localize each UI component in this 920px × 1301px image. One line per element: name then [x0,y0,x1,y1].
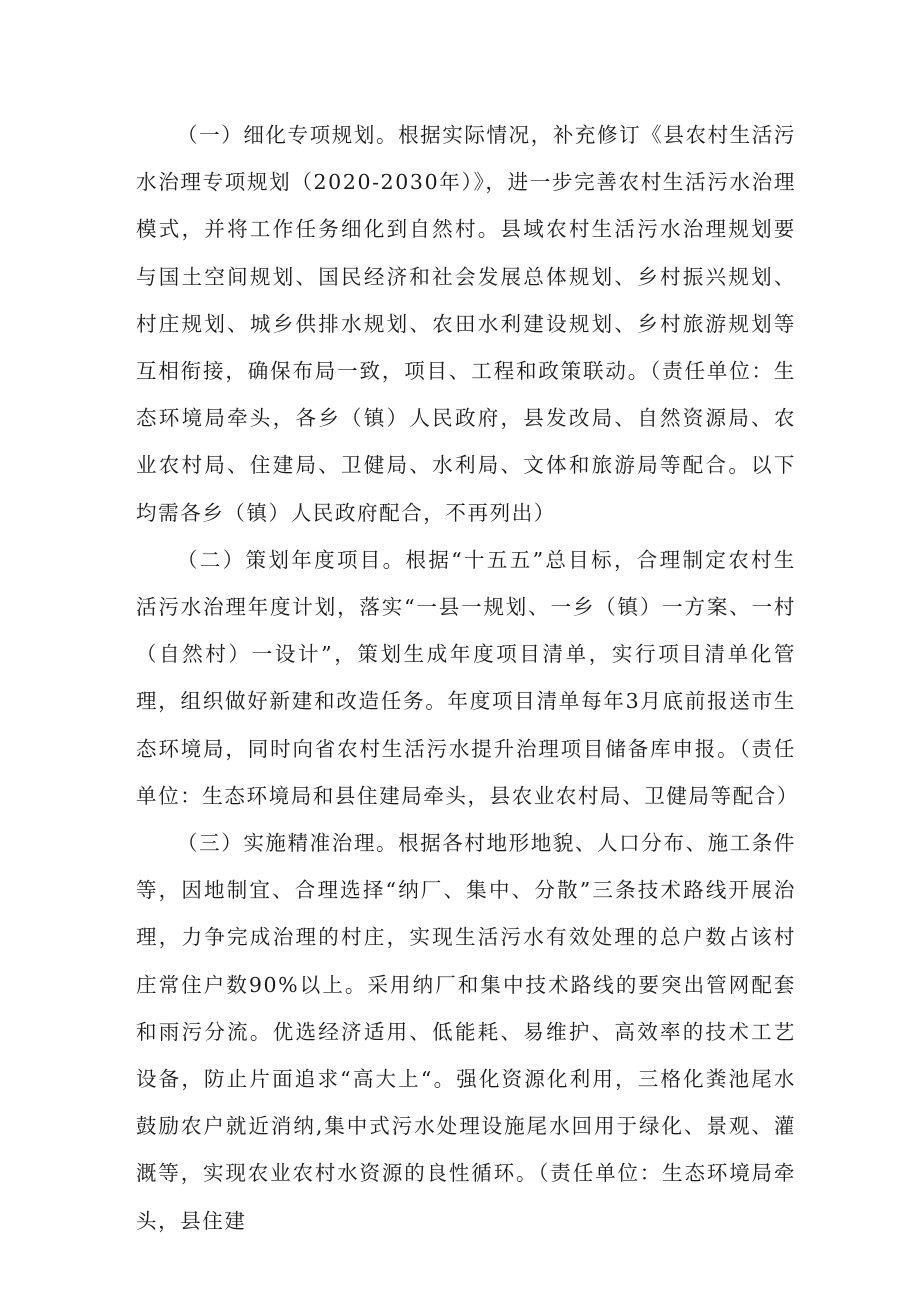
document-body [136,112,799,1245]
paragraph-precise-treatment: （三）实施精准治理。根据各村地形地貌、人口分布、施工条件等，因地制宜、合理选择“纳厂、集中、分散”三条技术路线开展治理，力争完成治理的村庄，实现生活污水有效处理的总户数占该村庄常住户数90%以上。采用纳厂和集中技术路线的要突出管网配套和雨污分流。优选经济适用、低能耗、易维护、高效率的技术工艺设备，防止片面追求“高大上“。强化资源化利用，三格化粪池尾水鼓励农户就近消纳,集中式污水处理设施尾水回用于绿化、景观、灌溉等，实现农业农村水资源的良性循环。（责任单位：生态环境局牵头，县住建 [136,831,796,1233]
paragraph-annual-projects: （二）策划年度项目。根据“十五五”总目标，合理制定农村生活污水治理年度计划，落实“一县一规划、一乡（镇）一方案、一村（自然村）一设计”，策划生成年度项目清单，实行项目清单化管理，组织做好新建和改造任务。年度项目清单每年3月底前报送市生态环境局，同时向省农村生活污水提升治理项目储备库申报。（责任单位：生态环境局和县住建局牵头，县农业农村局、卫健局等配合） [136,547,799,808]
paragraph-planning: （一）细化专项规划。根据实际情况，补充修订《县农村生活污水治理专项规划（2020-2030年）》，进一步完善农村生活污水治理模式，并将工作任务细化到自然村。县域农村生活污水治理规划要与国土空间规划、国民经济和社会发展总体规划、乡村振兴规划、村庄规划、城乡供排水规划、农田水利建设规划、乡村旅游规划等互相衔接，确保布局一致，项目、工程和政策联动。（责任单位：生态环境局牵头，各乡（镇）人民政府，县发改局、自然资源局、农业农村局、住建局、卫健局、水利局、文体和旅游局等配合。以下均需各乡（镇）人民政府配合，不再列出） [136,123,796,525]
